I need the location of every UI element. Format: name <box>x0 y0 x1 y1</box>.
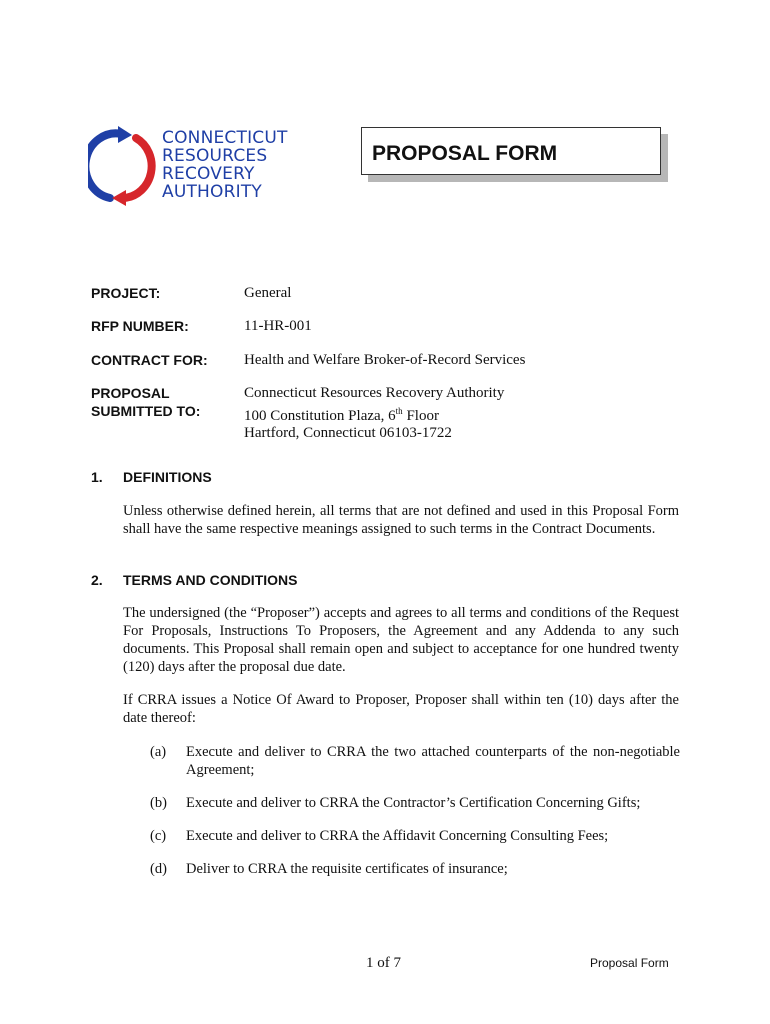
contract-for-label: CONTRACT FOR: <box>91 352 208 368</box>
submitted-label-line: SUBMITTED TO: <box>91 402 201 419</box>
rfp-number-label: RFP NUMBER: <box>91 318 189 334</box>
list-item-letter: (b) <box>150 795 167 811</box>
page-number: 1 of 7 <box>366 955 401 971</box>
title-box <box>361 127 661 175</box>
list-item-letter: (c) <box>150 828 167 844</box>
address-line-text: Floor <box>402 407 439 424</box>
section-paragraph: The undersigned (the “Proposer”) accepts and agrees to all terms and conditions of the Request For Proposals, Instructions To Proposers, the Agreement and any Addenda to any such documents. This Proposal shall remain open and subject to acceptance for one hundred twenty (120) days after the proposal due date. <box>123 605 679 675</box>
page-title: PROPOSAL FORM <box>372 142 558 165</box>
section-heading: DEFINITIONS <box>123 469 212 485</box>
list-item-text: Deliver to CRRA the requisite certificates of insurance; <box>186 861 508 877</box>
logo-line: CONNECTICUT <box>162 128 288 148</box>
section-paragraph: If CRRA issues a Notice Of Award to Proposer, Proposer shall within ten (10) days after the date thereof: <box>123 692 679 726</box>
footer-label: Proposal Form <box>590 956 669 970</box>
logo-wordmark <box>162 129 288 201</box>
proposal-submitted-label <box>91 385 200 420</box>
submitted-to-address <box>244 385 504 443</box>
contract-for-value: Health and Welfare Broker-of-Record Services <box>244 352 526 368</box>
logo-line: AUTHORITY <box>162 182 263 202</box>
ordinal-suffix: th <box>395 405 403 416</box>
list-item-letter: (a) <box>150 744 167 760</box>
list-item-text: Execute and deliver to CRRA the Contractor’s Certification Concerning Gifts; <box>186 795 641 811</box>
rfp-number-value: 11-HR-001 <box>244 318 312 334</box>
list-item-letter: (d) <box>150 861 167 877</box>
recycle-arrows-icon <box>88 126 156 206</box>
address-line: Hartford, Connecticut 06103-1722 <box>244 425 452 441</box>
project-value: General <box>244 285 292 301</box>
logo-line: RECOVERY <box>162 164 255 184</box>
address-line: Connecticut Resources Recovery Authority <box>244 385 505 401</box>
crra-logo <box>88 124 328 206</box>
submitted-label-line: PROPOSAL <box>91 385 170 401</box>
list-item-text: Execute and deliver to CRRA the Affidavit Concerning Consulting Fees; <box>186 828 609 844</box>
section-paragraph: Unless otherwise defined herein, all terms that are not defined and used in this Proposal Form shall have the same respective meanings assigned to such terms in the Contract Documents. <box>123 503 679 537</box>
address-line-text: 100 Constitution Plaza, 6 <box>244 407 396 424</box>
logo-line: RESOURCES <box>162 146 268 166</box>
section-number: 2. <box>91 572 103 588</box>
section-number: 1. <box>91 469 103 485</box>
list-item-text: Execute and deliver to CRRA the two attached counterparts of the non-negotiable Agreement; <box>186 744 680 778</box>
address-line <box>244 403 504 426</box>
project-label: PROJECT: <box>91 285 161 301</box>
section-heading: TERMS AND CONDITIONS <box>123 572 298 588</box>
